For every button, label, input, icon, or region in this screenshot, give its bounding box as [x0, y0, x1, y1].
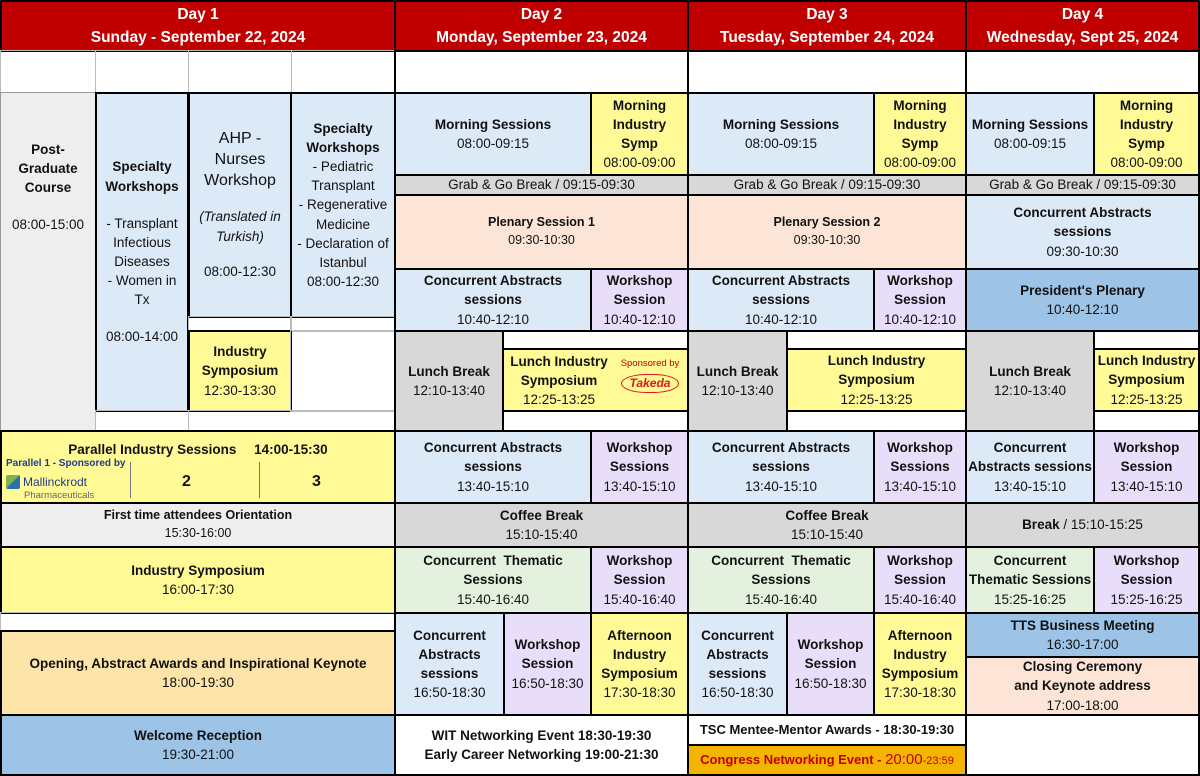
day4-header: [965, 0, 1200, 52]
day-label: Day 1: [177, 5, 219, 23]
session-time: 16:00-17:30: [161, 582, 235, 597]
welcome-reception[interactable]: [0, 714, 396, 776]
day4-concurrent-abstracts-1[interactable]: [965, 194, 1200, 270]
day3-morning-industry-symp[interactable]: [873, 92, 967, 176]
day4-presidents-plenary[interactable]: [965, 268, 1200, 332]
day2-grab-go-break[interactable]: [394, 174, 689, 196]
session-time: 13:40-15:10: [993, 478, 1067, 494]
session-time: 12:10-13:40: [701, 383, 774, 398]
session-note: (Translated in: [199, 209, 281, 225]
session-title: Concurrent Thematic: [423, 553, 563, 569]
session-title: Abstracts sessions: [968, 459, 1092, 475]
session-topic: Istanbul: [319, 254, 367, 270]
session-title: Industry: [213, 344, 267, 360]
blank-cell: [290, 330, 396, 412]
lunch-industry-text: [508, 352, 610, 409]
session-title: Morning: [893, 97, 947, 113]
session-time: 08:00-09:15: [744, 136, 818, 151]
session-title: Session: [1120, 572, 1173, 588]
blank-cell: [965, 50, 1200, 94]
session-time: 08:00-09:15: [993, 136, 1067, 151]
session-title: Grab & Go Break / 09:15-09:30: [733, 177, 921, 193]
day2-morning-sessions[interactable]: [394, 92, 592, 176]
session-title: Symposium: [881, 666, 959, 681]
session-title: Morning: [612, 97, 667, 113]
session-title: sessions: [464, 292, 522, 308]
session-time: 12:25-13:25: [840, 391, 913, 407]
session-title: Specialty: [112, 159, 172, 175]
blank-cell: [786, 330, 967, 350]
opening-ceremony[interactable]: [0, 630, 396, 716]
session-title: Session: [613, 572, 666, 588]
parallel-title-row: [68, 440, 327, 459]
day3-afternoon-industry-symposium[interactable]: [873, 612, 967, 716]
day2-morning-industry-symp[interactable]: [590, 92, 689, 176]
session-time: 10:40-12:10: [603, 311, 676, 327]
session-time: 14:00-15:30: [254, 442, 328, 457]
day2-header: [394, 0, 689, 52]
day2-afternoon-industry-symposium[interactable]: [590, 612, 689, 716]
session-title: Post-: [31, 141, 65, 157]
day3-concurrent-abstracts-1[interactable]: [687, 268, 875, 332]
parallel-3-label[interactable]: 3: [312, 473, 321, 490]
blank-cell: [95, 50, 189, 94]
session-title: Symposium: [838, 372, 915, 388]
session-title: Morning Sessions: [971, 116, 1089, 132]
session-time: 15:40-16:40: [744, 591, 818, 607]
break-row: [1022, 515, 1143, 534]
session-topic: Diseases: [114, 254, 170, 269]
session-time: 10:40-12:10: [1046, 302, 1119, 317]
session-time: 16:50-18:30: [794, 675, 867, 691]
session-title: Coffee Break: [499, 507, 584, 523]
day2-coffee-break[interactable]: [394, 502, 689, 548]
day2-lunch-industry-symposium[interactable]: [502, 348, 689, 412]
session-title: TSC Mentee-Mentor Awards - 18:30-19:30: [699, 721, 955, 737]
blank-cell: [95, 410, 189, 432]
session-time: 08:00-14:00: [105, 329, 179, 345]
session-title: Parallel Industry Sessions: [68, 442, 237, 457]
day1-header: [0, 0, 396, 52]
session-time: 09:30-10:30: [1046, 243, 1119, 259]
session-time: 08:00-09:00: [1110, 155, 1183, 171]
session-time: 15:25-16:25: [1110, 591, 1183, 607]
session-title: Opening, Abstract Awards and Inspirational Keynote: [29, 655, 367, 671]
parallel-2-label[interactable]: 2: [182, 473, 191, 490]
session-title: Workshops: [105, 178, 179, 194]
takeda-sponsor: [614, 358, 686, 393]
day3-plenary-session[interactable]: [687, 194, 967, 270]
day2-concurrent-abstracts-1[interactable]: [394, 268, 592, 332]
session-title: Lunch Break: [989, 363, 1071, 379]
session-time: 15:10-15:40: [505, 527, 578, 542]
session-title: TTS Business Meeting: [1010, 617, 1155, 633]
session-title: Industry: [893, 646, 947, 662]
session-title: Concurrent Abstracts: [423, 273, 563, 289]
day3-lunch-industry-symposium[interactable]: [786, 348, 967, 412]
day3-header: [687, 0, 967, 52]
sponsor-name: Mallinckrodt: [23, 475, 88, 489]
day3-workshop-session-3[interactable]: [873, 546, 967, 614]
blank-cell: [291, 50, 396, 94]
session-title: Concurrent Thematic: [711, 553, 851, 569]
session-time: 08:00-09:15: [456, 136, 530, 151]
session-time: 13:40-15:10: [456, 478, 530, 494]
sponsor-sub: Pharmaceuticals: [24, 490, 95, 501]
session-title: Concurrent: [993, 553, 1067, 569]
session-title: Workshop: [887, 273, 953, 289]
session-title: Sessions: [609, 459, 670, 475]
session-title: Lunch Industry: [827, 353, 926, 369]
session-title: Industry Symposium: [131, 562, 265, 578]
session-title: Concurrent: [993, 440, 1067, 456]
session-time: 08:00-12:30: [306, 274, 380, 290]
session-title: Nurses: [214, 150, 266, 168]
day3-workshop-session-2[interactable]: [873, 430, 967, 504]
blank-cell: [188, 50, 292, 94]
mallinckrodt-logo-icon: [6, 475, 20, 489]
session-title: Symposium: [520, 373, 598, 389]
day2-concurrent-thematic[interactable]: [394, 546, 592, 614]
session-title: Grab & Go Break / 09:15-09:30: [448, 177, 635, 193]
session-title: Sessions: [463, 572, 523, 588]
session-title: Graduate: [18, 160, 78, 176]
session-title: Sessions: [890, 459, 950, 475]
session-title: Session: [521, 656, 574, 672]
day-date: Tuesday, September 24, 2024: [720, 29, 934, 46]
day-label: Day 3: [806, 5, 848, 23]
session-title: Specialty: [313, 120, 373, 136]
session-title: sessions: [708, 666, 767, 681]
ahp-nurses-workshop[interactable]: [188, 92, 292, 318]
session-title: Early Career Networking 19:00-21:30: [424, 747, 659, 762]
parallel-1-cell[interactable]: [6, 458, 130, 500]
takeda-logo: Takeda: [621, 374, 680, 392]
session-title: Industry: [893, 116, 947, 132]
session-title: sessions: [752, 292, 810, 308]
day2-workshop-session-1[interactable]: [590, 268, 689, 332]
session-time: 17:30-18:30: [883, 685, 957, 701]
day4-morning-industry-symp[interactable]: [1093, 92, 1200, 176]
session-title: Plenary Session 1: [487, 215, 595, 230]
day2-plenary-session[interactable]: [394, 194, 689, 270]
day3-concurrent-thematic[interactable]: [687, 546, 875, 614]
day4-concurrent-thematic[interactable]: [965, 546, 1095, 614]
session-title: Lunch Industry: [510, 354, 608, 369]
session-topic: - Regenerative: [298, 197, 388, 213]
blank-cell: [786, 410, 967, 432]
day3-coffee-break[interactable]: [687, 502, 967, 548]
blank-cell: [502, 330, 689, 350]
session-title: Workshop: [797, 637, 864, 653]
day2-lunch-break[interactable]: [394, 330, 504, 432]
session-time: 15:40-16:40: [603, 591, 676, 607]
session-time: 16:30-17:00: [1046, 637, 1119, 652]
session-title: Grab & Go Break / 09:15-09:30: [989, 177, 1176, 193]
session-title: Session: [613, 292, 666, 308]
blank-cell: [0, 612, 396, 632]
session-topic: - Declaration of: [297, 235, 389, 251]
session-time: 12:10-13:40: [993, 383, 1067, 398]
industry-symposium-day1-afternoon[interactable]: [0, 546, 396, 614]
session-title: Afternoon: [887, 627, 953, 643]
day-label: Day 4: [1061, 5, 1104, 23]
mallinckrodt-logo: [6, 473, 130, 501]
session-topic: Transplant: [311, 178, 375, 194]
session-title: Coffee Break: [785, 507, 869, 523]
session-title: Break: [1022, 517, 1060, 533]
session-title: Symposium: [1108, 372, 1185, 388]
session-title: Lunch Industry: [1097, 353, 1196, 369]
session-title: Morning Sessions: [722, 116, 840, 132]
session-title: Symposium: [601, 666, 678, 681]
session-time: 08:00-15:00: [11, 217, 85, 233]
session-time: 12:25-13:25: [522, 392, 596, 408]
session-time: 18:00-19:30: [161, 675, 235, 690]
session-time: / 15:10-15:25: [1059, 517, 1143, 533]
session-title: Workshop: [887, 553, 953, 569]
session-time: 08:00-09:00: [603, 155, 676, 171]
day4-grab-go-break[interactable]: [965, 174, 1200, 196]
day4-break[interactable]: [965, 502, 1200, 548]
day4-morning-sessions[interactable]: [965, 92, 1095, 176]
session-topic: Infectious: [113, 234, 171, 250]
blank-cell: [1093, 330, 1200, 350]
session-topic: Tx: [134, 292, 150, 308]
session-time: 10:40-12:10: [883, 311, 957, 327]
day3-tsc-awards[interactable]: [687, 714, 967, 746]
session-title: Concurrent: [413, 627, 486, 643]
session-title: Concurrent: [701, 627, 774, 643]
session-title: Thematic Sessions: [968, 572, 1092, 588]
session-topic: - Women in: [107, 273, 177, 289]
blank-cell: [1093, 410, 1200, 432]
session-time: 15:25-16:25: [993, 591, 1067, 607]
session-time: 15:10-15:40: [790, 527, 864, 542]
blank-cell: [965, 714, 1200, 776]
session-title: Abstracts: [706, 646, 769, 662]
session-title: Session: [894, 572, 946, 588]
day2-workshop-session-2[interactable]: [590, 430, 689, 504]
day3-congress-networking[interactable]: [687, 744, 967, 776]
session-title: Concurrent Abstracts: [711, 440, 851, 456]
session-note: Turkish): [216, 228, 264, 244]
session-title: sessions: [420, 666, 479, 681]
session-title: Concurrent Abstracts: [1013, 205, 1152, 221]
session-title: sessions: [752, 459, 810, 475]
session-title: Workshop: [204, 171, 276, 189]
session-title: Industry: [612, 116, 667, 132]
session-title: Session: [804, 656, 857, 672]
session-title: Symposium: [201, 363, 279, 379]
session-title: Workshop: [606, 553, 673, 569]
parallel-divider: [130, 462, 131, 498]
specialty-workshops-1[interactable]: [95, 92, 189, 412]
day4-closing-ceremony[interactable]: [965, 656, 1200, 716]
day2-concurrent-abstracts-3[interactable]: [394, 612, 505, 716]
specialty-workshops-2[interactable]: [290, 92, 396, 318]
session-time: 16:50-18:30: [701, 685, 774, 701]
session-title: Course: [24, 180, 72, 195]
first-time-attendees-orientation[interactable]: [0, 502, 396, 548]
day-date: Sunday - September 22, 2024: [90, 29, 306, 46]
session-title: Industry: [1119, 116, 1174, 132]
session-title: Industry: [612, 646, 667, 662]
day-date: Monday, September 23, 2024: [436, 29, 647, 46]
session-time: 15:40-16:40: [883, 591, 957, 607]
session-title: Lunch Break: [408, 363, 490, 379]
session-title: Closing Ceremony: [1022, 659, 1143, 675]
parallel-1-label: Parallel 1 - Sponsored by: [6, 458, 126, 469]
session-title-row: [700, 749, 954, 770]
session-time: 15:40-16:40: [456, 591, 530, 607]
session-time: 16:50-18:30: [413, 685, 486, 701]
session-time: 10:40-12:10: [456, 311, 530, 327]
day3-concurrent-abstracts-3[interactable]: [687, 612, 788, 716]
session-title: Workshop: [1113, 553, 1180, 569]
session-title: AHP -: [218, 130, 262, 148]
session-time: 08:00-09:00: [883, 155, 957, 171]
session-time: -23:59: [922, 755, 954, 768]
day4-workshop-session-2[interactable]: [1093, 430, 1200, 504]
session-title: Symp: [1128, 136, 1165, 151]
session-title: First time attendees Orientation: [103, 508, 293, 523]
session-title: Session: [1120, 459, 1173, 475]
session-title: President's Plenary: [1020, 282, 1145, 298]
session-title: Symp: [901, 136, 939, 151]
parallel-divider: [259, 462, 260, 498]
session-title: Symp: [621, 136, 658, 151]
session-title: WIT Networking Event 18:30-19:30: [431, 727, 652, 743]
session-time: 17:00-18:00: [1046, 697, 1119, 713]
session-topic: - Pediatric: [312, 159, 374, 175]
session-title: Workshop: [887, 440, 953, 456]
blank-cell: [188, 410, 396, 432]
day3-morning-sessions[interactable]: [687, 92, 875, 176]
session-time: 15:30-16:00: [164, 526, 232, 540]
postgraduate-course[interactable]: [0, 92, 96, 432]
day2-workshop-session-3[interactable]: [590, 546, 689, 614]
session-title: Workshop: [1113, 440, 1180, 456]
session-title: sessions: [1053, 224, 1112, 240]
session-title: Workshops: [306, 139, 380, 155]
industry-symposium-day1-midday[interactable]: [188, 330, 292, 412]
day2-networking-events[interactable]: [394, 714, 689, 776]
session-time: 12:25-13:25: [1110, 391, 1183, 407]
day3-workshop-session-4[interactable]: [786, 612, 875, 716]
session-title: Afternoon: [607, 627, 672, 643]
session-title: Workshop: [514, 637, 581, 653]
session-time: 17:30-18:30: [603, 685, 676, 701]
session-time: 12:10-13:40: [412, 383, 486, 398]
session-title: Plenary Session 2: [773, 215, 881, 230]
session-time: 13:40-15:10: [603, 478, 676, 494]
session-time: 13:40-15:10: [883, 478, 957, 494]
day-label: Day 2: [520, 5, 563, 23]
session-time: 12:30-13:30: [203, 382, 277, 398]
session-title: Congress Networking Event -: [700, 752, 886, 768]
session-time: 13:40-15:10: [1110, 478, 1183, 494]
session-title: Sessions: [751, 572, 811, 588]
session-time: 16:50-18:30: [511, 675, 584, 691]
session-title: Morning: [1119, 97, 1174, 113]
day3-concurrent-abstracts-2[interactable]: [687, 430, 875, 504]
session-topic: - Transplant: [106, 215, 178, 231]
session-title: Morning Sessions: [434, 116, 552, 132]
day4-concurrent-abstracts-2[interactable]: [965, 430, 1095, 504]
session-time: 19:30-21:00: [161, 747, 235, 762]
session-time: 09:30-10:30: [793, 233, 861, 247]
blank-cell: [394, 50, 689, 94]
blank-cell: [502, 410, 689, 432]
session-title: Session: [894, 292, 946, 308]
session-title: sessions: [464, 459, 522, 475]
day-date: Wednesday, Sept 25, 2024: [986, 29, 1179, 46]
session-title: Abstracts: [418, 646, 481, 662]
session-title: Concurrent Abstracts: [711, 273, 851, 289]
session-time: 09:30-10:30: [508, 233, 575, 247]
session-topic: Medicine: [315, 216, 371, 232]
session-time: 10:40-12:10: [744, 311, 818, 327]
session-title: Concurrent Abstracts: [423, 440, 563, 456]
day3-lunch-break[interactable]: [687, 330, 788, 432]
session-time: 13:40-15:10: [744, 478, 818, 494]
blank-cell: [687, 50, 967, 94]
session-time: 08:00-12:30: [203, 263, 277, 279]
day3-workshop-session-1[interactable]: [873, 268, 967, 332]
session-title: and Keynote address: [1014, 678, 1151, 694]
session-title: Workshop: [606, 440, 673, 456]
day3-grab-go-break[interactable]: [687, 174, 967, 196]
session-time: 20:00: [885, 751, 923, 769]
day4-lunch-break[interactable]: [965, 330, 1095, 432]
blank-cell: [0, 50, 96, 94]
session-title: Welcome Reception: [133, 727, 263, 743]
sponsored-by-label: Sponsored by: [620, 358, 680, 369]
session-title: Lunch Break: [696, 363, 779, 379]
day4-lunch-industry-symposium[interactable]: [1093, 348, 1200, 412]
day2-concurrent-abstracts-2[interactable]: [394, 430, 592, 504]
day4-workshop-session-3[interactable]: [1093, 546, 1200, 614]
day4-tts-business-meeting[interactable]: [965, 612, 1200, 658]
session-title: Workshop: [606, 273, 673, 289]
day2-workshop-session-4[interactable]: [503, 612, 592, 716]
